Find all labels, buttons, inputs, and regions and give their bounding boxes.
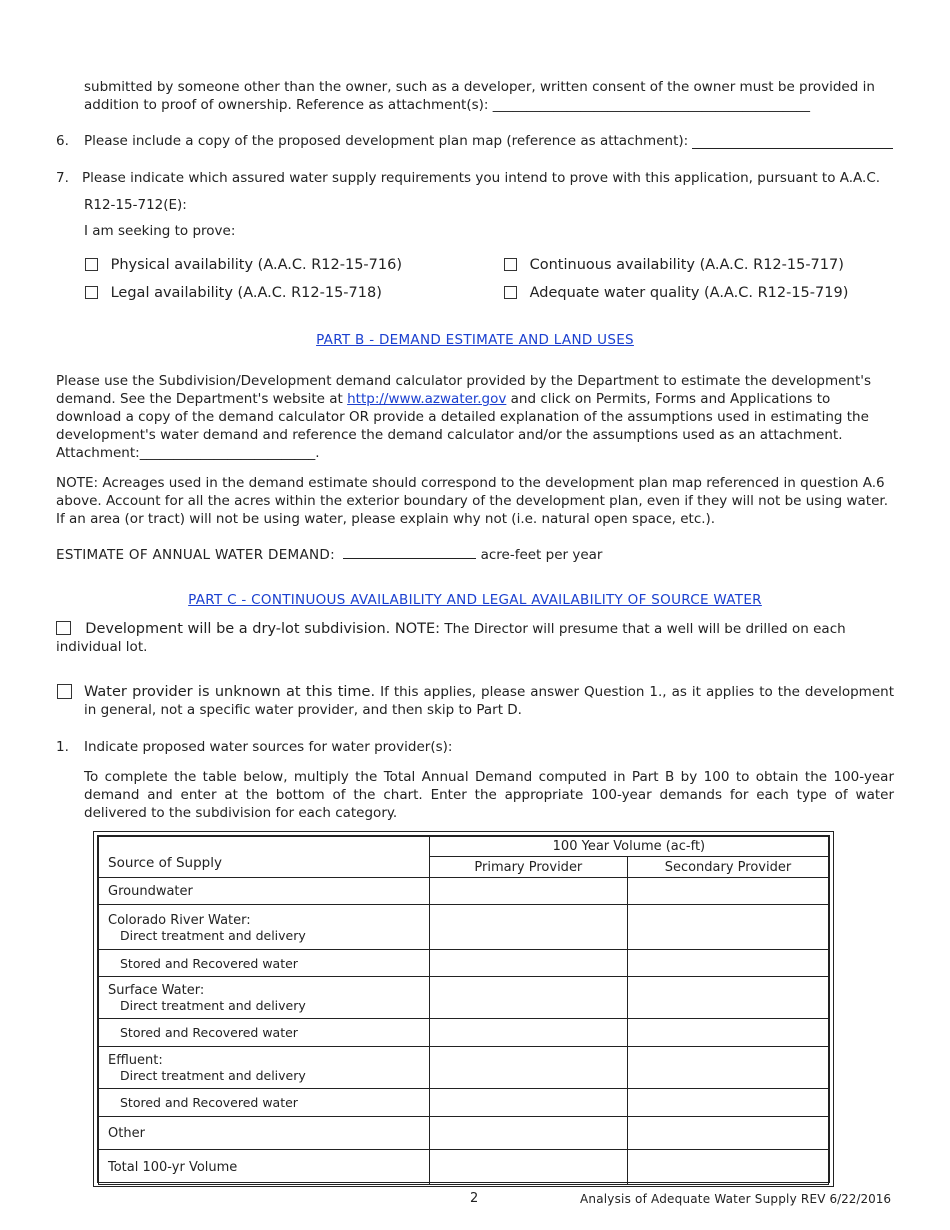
question-6 [56, 132, 896, 150]
checkbox-legal-availability[interactable] [85, 286, 98, 299]
question-7-line-1: Please indicate which assured water supply requirements you intend to prove with this application, pursuant to A.A.C. [82, 170, 881, 186]
page-number: 2 [470, 1191, 479, 1206]
row-groundwater-label: Groundwater [99, 878, 430, 905]
footer-form-date: 6/22/2016 [829, 1192, 891, 1206]
provider-unknown-option[interactable] [84, 683, 894, 719]
footer-form-name: Analysis of Adequate Water Supply REV [580, 1192, 826, 1206]
cell-surface-stored-primary[interactable] [429, 1019, 627, 1047]
table-row [99, 905, 829, 950]
annual-demand-unit: acre-feet per year [480, 547, 603, 563]
row-surface-direct-label: Direct treatment and delivery [120, 997, 306, 1013]
checkbox-continuous-availability[interactable] [504, 258, 517, 271]
checkbox-physical-availability[interactable] [85, 258, 98, 271]
option-physical-availability[interactable] [85, 257, 402, 273]
option-legal-availability-label: Legal availability (A.A.C. R12-15-718) [110, 285, 382, 301]
row-effluent-direct-label: Direct treatment and delivery [120, 1067, 306, 1083]
row-colorado-direct [99, 905, 430, 950]
question-6-attachment-field[interactable] [692, 148, 893, 149]
azwater-link[interactable]: http://www.azwater.gov [347, 391, 507, 407]
cell-surface-direct-primary[interactable] [429, 977, 627, 1019]
table-row [99, 1047, 829, 1089]
table-row [99, 977, 829, 1019]
part-b-paragraph [56, 372, 872, 462]
cell-total-secondary[interactable] [627, 1150, 828, 1185]
part-b-note: NOTE: Acreages used in the demand estimate should correspond to the development plan map referenced in question A.6 above. Account for all the acres within the exterior boundary of the development plan, even if they will not be using water. If an area (or tract) will not be using water, please explain why not (i.e. natural open space, etc.). [56, 475, 889, 527]
part-b-paragraph-end: and click on Permits, Forms and Applications to download a copy of the demand calculator OR provide a detailed explanation of the assumptions used in estimating the development's water demand and reference the demand calculator and/or the assumptions used as an attachment. [56, 391, 869, 443]
seeking-to-prove-label: I am seeking to prove: [84, 223, 236, 239]
row-effluent-stored-label: Stored and Recovered water [120, 1095, 298, 1110]
row-surface-label: Surface Water: [108, 982, 205, 998]
intro-text [84, 78, 894, 114]
dry-lot-option[interactable] [56, 620, 896, 656]
intro-line-2: addition to proof of ownership. Reference as attachment(s): _______________________________________________ [84, 97, 810, 113]
row-colorado-direct-label: Direct treatment and delivery [120, 928, 306, 943]
water-sources-grid [98, 836, 829, 1185]
option-adequate-water-quality-label: Adequate water quality (A.A.C. R12-15-719) [529, 285, 849, 301]
question-6-text: Please include a copy of the proposed development plan map (reference as attachment): [84, 133, 689, 149]
cell-total-primary[interactable] [429, 1150, 627, 1185]
cell-groundwater-secondary[interactable] [627, 878, 828, 905]
checkbox-provider-unknown[interactable] [57, 684, 72, 699]
checkbox-adequate-water-quality[interactable] [504, 286, 517, 299]
part-b-heading: PART B - DEMAND ESTIMATE AND LAND USES [316, 332, 634, 348]
table-row [99, 1117, 829, 1150]
question-7-number: 7. [56, 170, 69, 186]
cell-surface-direct-secondary[interactable] [627, 977, 828, 1019]
row-surface-direct [99, 977, 430, 1019]
option-continuous-availability[interactable] [504, 257, 844, 273]
cell-colorado-direct-primary[interactable] [429, 905, 627, 950]
row-effluent-direct [99, 1047, 430, 1089]
row-colorado-stored-label: Stored and Recovered water [120, 955, 298, 971]
checkbox-dry-lot[interactable] [56, 621, 71, 635]
cell-surface-stored-secondary[interactable] [627, 1019, 828, 1047]
row-surface-stored-label: Stored and Recovered water [120, 1025, 298, 1040]
question-6-number: 6. [56, 133, 69, 149]
header-source-of-supply: Source of Supply [99, 837, 430, 878]
option-physical-availability-label: Physical availability (A.A.C. R12-15-716) [110, 257, 402, 273]
table-row [99, 878, 829, 905]
header-100-year-volume: 100 Year Volume (ac-ft) [429, 837, 828, 857]
cell-other-secondary[interactable] [627, 1117, 828, 1150]
table-row [99, 1019, 829, 1047]
table-row [99, 950, 829, 977]
cell-other-primary[interactable] [429, 1117, 627, 1150]
part-b-paragraph-start: Please use the Subdivision/Development demand calculator provided by the Department to estimate the development's demand. See the Department's website at [56, 373, 871, 407]
option-adequate-water-quality[interactable] [504, 285, 848, 301]
option-legal-availability[interactable] [85, 285, 382, 301]
cell-effluent-direct-primary[interactable] [429, 1047, 627, 1089]
dry-lot-note: The Director will presume that a well will be drilled on each individual lot. [56, 621, 846, 655]
table-row [99, 1089, 829, 1117]
cell-effluent-stored-primary[interactable] [429, 1089, 627, 1117]
option-continuous-availability-label: Continuous availability (A.A.C. R12-15-717) [529, 257, 844, 273]
cell-groundwater-primary[interactable] [429, 878, 627, 905]
question-c1-text: Indicate proposed water sources for water provider(s): [84, 739, 453, 755]
cell-colorado-stored-primary[interactable] [429, 950, 627, 977]
row-effluent-label: Effluent: [108, 1052, 163, 1068]
part-c-heading: PART C - CONTINUOUS AVAILABILITY AND LEGAL AVAILABILITY OF SOURCE WATER [188, 592, 762, 608]
annual-demand-field[interactable] [343, 558, 476, 559]
footer-form-info [580, 1192, 891, 1206]
provider-unknown-note: If this applies, please answer Question 1., as it applies to the development in general, not a specific water provider, and then skip to Part D. [84, 684, 894, 718]
annual-demand-row [56, 546, 896, 564]
header-secondary-provider: Secondary Provider [627, 857, 828, 878]
question-7-line-2: R12-15-712(E): [84, 197, 187, 213]
question-c1 [56, 738, 896, 756]
header-primary-provider: Primary Provider [429, 857, 627, 878]
water-sources-table [93, 831, 834, 1187]
provider-unknown-label: Water provider is unknown at this time. [84, 684, 376, 700]
annual-demand-label: ESTIMATE OF ANNUAL WATER DEMAND: [56, 547, 335, 563]
cell-effluent-stored-secondary[interactable] [627, 1089, 828, 1117]
row-other-label: Other [99, 1117, 430, 1150]
table-instructions: To complete the table below, multiply the Total Annual Demand computed in Part B by 100 to obtain the 100-year demand and enter at the bottom of the chart. Enter the appropriate 100-year demands for each type of water delivered to the subdivision for each category. [84, 769, 894, 821]
part-b-attachment: Attachment:__________________________. [56, 445, 320, 461]
row-colorado-label: Colorado River Water: [108, 913, 251, 928]
cell-colorado-stored-secondary[interactable] [627, 950, 828, 977]
cell-colorado-direct-secondary[interactable] [627, 905, 828, 950]
question-c1-number: 1. [56, 739, 69, 755]
dry-lot-label: Development will be a dry-lot subdivision. NOTE: [85, 621, 441, 637]
intro-line-1: submitted by someone other than the owner, such as a developer, written consent of the owner must be provided in [84, 79, 875, 95]
cell-effluent-direct-secondary[interactable] [627, 1047, 828, 1089]
table-row [99, 1150, 829, 1185]
question-7 [56, 169, 896, 187]
row-total-label: Total 100-yr Volume [99, 1150, 430, 1185]
